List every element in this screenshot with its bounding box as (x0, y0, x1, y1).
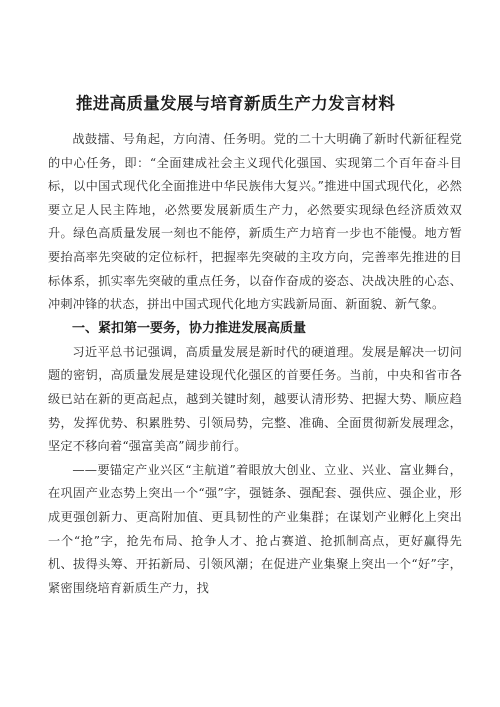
document-title: 推进高质量发展与培育新质生产力发言材料 (76, 94, 396, 113)
section-heading: 一、紧扣第一要务，协力推进发展高质量 (72, 320, 307, 336)
intro-paragraph: 战鼓擂、号角起，方向清、任务明。党的二十大明确了新时代新征程党的中心任务，即：“全面建成社会主义现代化强国、实现第二个百年奋斗目标，以中国式现代化全面推进中华民族伟大复兴。”推进中国式现代化，必然要立足人民主阵地，必然要发展新质生产力，必然要实现绿色经济质效双升。绿色高质量发展一刻也不能停，新质生产力培育一步也不能慢。地方暂要抬高率先突破的定位标杆，把握率先突破的主攻方向，完善率先推进的目标体系，抓实率先突破的重点任务，以奋作奋成的姿态、决战决胜的心态、冲刺冲锋的状态，拼出中国式现代化地方实践新局面、新面貌、新气象。 (48, 132, 462, 312)
section-paragraph: ——要锚定产业兴区“主航道”着眼放大创业、立业、兴业、富业舞台，在巩固产业态势上突出一个“强”字，强链条、强配套、强供应、强企业，形成更强创新力、更高附加值、更具韧性的产业集群；在谋划产业孵化上突出一个“抢”字，抢先布局、抢争人才、抢占赛道、抢抓制高点，更好赢得先机、拔得头筹、开拓新局、引领风潮；在促进产业集聚上突出一个“好”字，紧密围绕培育新质生产力，找 (48, 462, 462, 595)
section-paragraph: 习近平总书记强调，高质量发展是新时代的硬道理。发展是解决一切问题的密钥，高质量发展是建设现代化强区的首要任务。当前，中央和省市各级已站在新的更高起点，越到关键时刻，越要认清形势、把握大势、顺应趋势，发挥优势、积累胜势、引领局势，完整、准确、全面贯彻新发展理念，坚定不移向着“强富美高”阔步前行。 (48, 344, 462, 454)
